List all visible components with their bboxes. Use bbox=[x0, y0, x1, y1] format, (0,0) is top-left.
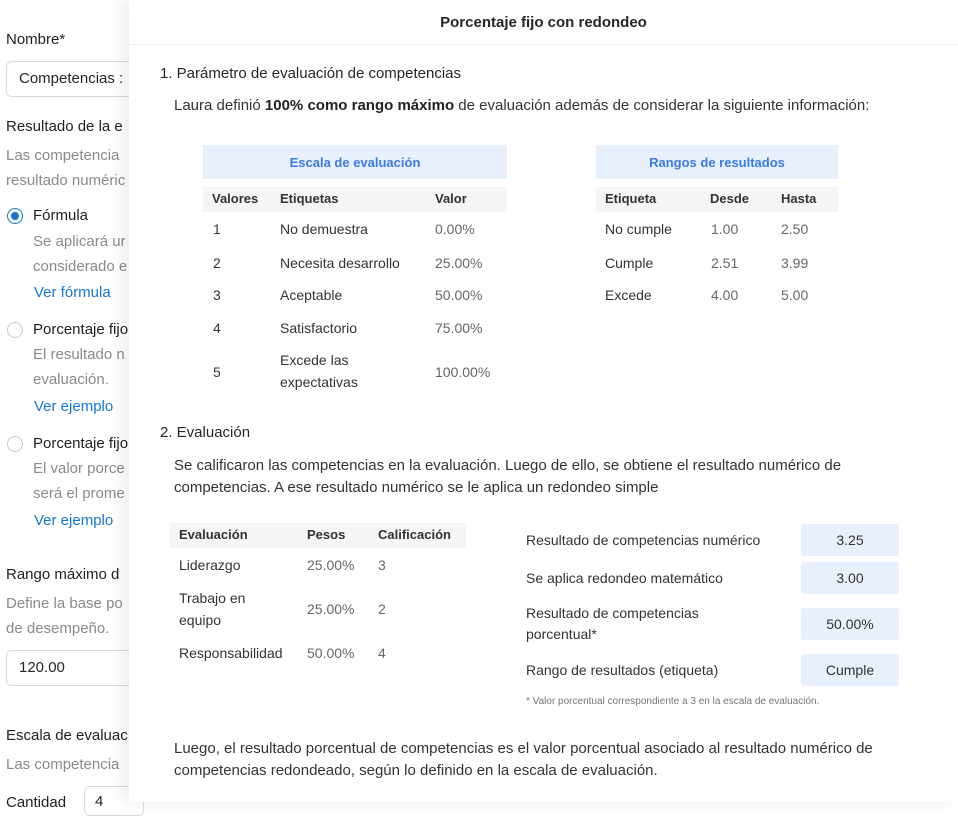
table-row: Trabajo en bbox=[179, 590, 246, 606]
closing-text-1: Luego, el resultado porcentual de competencias es el valor porcentual asociado al resultado numérico de bbox=[174, 740, 873, 757]
table-row: 4 bbox=[213, 320, 221, 336]
table-row: Responsabilidad bbox=[179, 645, 283, 661]
footnote: * Valor porcentual correspondiente a 3 en la escala de evaluación. bbox=[526, 696, 820, 707]
max-range-desc-2: de desempeño. bbox=[6, 620, 110, 637]
closing-text-2: competencias redondeado, según lo definido en la escala de evaluación. bbox=[174, 762, 658, 779]
example-drawer bbox=[129, 0, 958, 802]
table-row: expectativas bbox=[280, 374, 358, 390]
name-input[interactable]: Competencias : bbox=[6, 61, 166, 97]
table-row: Aceptable bbox=[280, 287, 343, 303]
scale-header-value: Valor bbox=[435, 191, 467, 206]
table-row: 3 bbox=[378, 557, 386, 573]
scale-table-title: Escala de evaluación bbox=[203, 145, 507, 179]
table-row: 3.99 bbox=[781, 255, 809, 271]
quantity-input[interactable]: 4 bbox=[84, 786, 144, 816]
table-row: 25.00% bbox=[307, 557, 355, 573]
ranges-header-from: Desde bbox=[710, 191, 750, 206]
radio-fixed-label: Porcentaje fijo bbox=[33, 321, 129, 338]
section2-title: 2. Evaluación bbox=[160, 424, 251, 441]
result-title: Resultado de la e bbox=[6, 118, 123, 135]
fixed-desc-2: evaluación. bbox=[33, 371, 109, 388]
formula-desc-2: considerado e bbox=[33, 258, 128, 275]
result-range-label: Rango de resultados (etiqueta) bbox=[526, 662, 719, 678]
eval-header-evaluation: Evaluación bbox=[179, 527, 248, 542]
drawer-title: Porcentaje fijo con redondeo bbox=[129, 0, 958, 45]
table-row: Satisfactorio bbox=[280, 320, 358, 336]
radio-formula-label: Fórmula bbox=[33, 207, 89, 224]
result-rounded-label: Se aplica redondeo matemático bbox=[526, 570, 723, 586]
view-example-link-2[interactable]: Ver ejemplo bbox=[34, 512, 114, 529]
max-range-desc-1: Define la base po bbox=[6, 595, 123, 612]
view-example-link-1[interactable]: Ver ejemplo bbox=[34, 398, 114, 415]
result-desc-2: resultado numéric bbox=[6, 172, 126, 189]
radio-fixed-average-label: Porcentaje fijo bbox=[33, 435, 129, 452]
scale-title: Escala de evaluac bbox=[6, 727, 128, 744]
scale-header-values: Valores bbox=[212, 191, 259, 206]
eval-header-weights: Pesos bbox=[307, 527, 346, 542]
table-row: 50.00% bbox=[435, 287, 483, 303]
formula-desc-1: Se aplicará ur bbox=[33, 233, 126, 250]
table-row: Excede las bbox=[280, 352, 349, 368]
eval-header-grade: Calificación bbox=[378, 527, 451, 542]
table-row: 2 bbox=[378, 601, 386, 617]
table-row: 75.00% bbox=[435, 320, 483, 336]
fixed-desc-1: El resultado n bbox=[33, 346, 125, 363]
max-range-input[interactable]: 120.00 bbox=[6, 650, 166, 686]
fixed-average-desc-2: será el prome bbox=[33, 485, 125, 502]
table-row: No cumple bbox=[605, 221, 672, 237]
table-row: 1 bbox=[213, 221, 221, 237]
ranges-table-header bbox=[596, 187, 838, 212]
ranges-header-label: Etiqueta bbox=[605, 191, 657, 206]
table-row: 2.51 bbox=[711, 255, 739, 271]
quantity-label: Cantidad bbox=[6, 794, 67, 811]
table-row: equipo bbox=[179, 612, 222, 628]
ranges-header-to: Hasta bbox=[781, 191, 817, 206]
table-row: 4.00 bbox=[711, 287, 739, 303]
ranges-table-title: Rangos de resultados bbox=[596, 145, 838, 179]
radio-fixed-percentage-average[interactable] bbox=[7, 436, 23, 452]
result-range-value: Cumple bbox=[801, 654, 899, 686]
radio-formula[interactable] bbox=[7, 208, 23, 224]
table-row: 25.00% bbox=[435, 255, 483, 271]
name-label: Nombre* bbox=[6, 31, 66, 48]
table-row: Cumple bbox=[605, 255, 654, 271]
section1-text: Laura definió 100% como rango máximo de evaluación además de considerar la siguiente información: bbox=[174, 97, 870, 114]
table-row: 4 bbox=[378, 645, 386, 661]
section1-title: 1. Parámetro de evaluación de competencias bbox=[160, 65, 462, 82]
table-row: Liderazgo bbox=[179, 557, 241, 573]
result-numeric-label: Resultado de competencias numérico bbox=[526, 532, 761, 548]
result-percentage-label-2: porcentual* bbox=[526, 626, 597, 642]
scale-desc: Las competencia bbox=[6, 756, 120, 773]
result-percentage-label-1: Resultado de competencias bbox=[526, 605, 699, 621]
table-row: 1.00 bbox=[711, 221, 739, 237]
table-row: 2.50 bbox=[781, 221, 809, 237]
table-row: 0.00% bbox=[435, 221, 475, 237]
table-row: 5 bbox=[213, 364, 221, 380]
result-percentage-value: 50.00% bbox=[801, 608, 899, 640]
view-formula-link[interactable]: Ver fórmula bbox=[34, 284, 111, 301]
fixed-average-desc-1: El valor porce bbox=[33, 460, 125, 477]
result-desc-1: Las competencia bbox=[6, 147, 120, 164]
table-row: 100.00% bbox=[435, 364, 491, 380]
radio-fixed-percentage[interactable] bbox=[7, 322, 23, 338]
table-row: 5.00 bbox=[781, 287, 809, 303]
scale-header-labels: Etiquetas bbox=[280, 191, 339, 206]
result-numeric-value: 3.25 bbox=[801, 524, 899, 556]
section2-text-1: Se calificaron las competencias en la evaluación. Luego de ello, se obtiene el resultado numérico de bbox=[174, 457, 842, 474]
table-row: 50.00% bbox=[307, 645, 355, 661]
table-row: Necesita desarrollo bbox=[280, 255, 400, 271]
table-row: No demuestra bbox=[280, 221, 368, 237]
scale-table-header bbox=[203, 187, 507, 212]
table-row: Excede bbox=[605, 287, 652, 303]
max-range-title: Rango máximo d bbox=[6, 566, 120, 583]
table-row: 2 bbox=[213, 255, 221, 271]
result-rounded-value: 3.00 bbox=[801, 562, 899, 594]
table-row: 3 bbox=[213, 287, 221, 303]
table-row: 25.00% bbox=[307, 601, 355, 617]
section2-text-2: competencias. A ese resultado numérico se le aplica un redondeo simple bbox=[174, 479, 659, 496]
eval-table-header bbox=[170, 523, 466, 548]
